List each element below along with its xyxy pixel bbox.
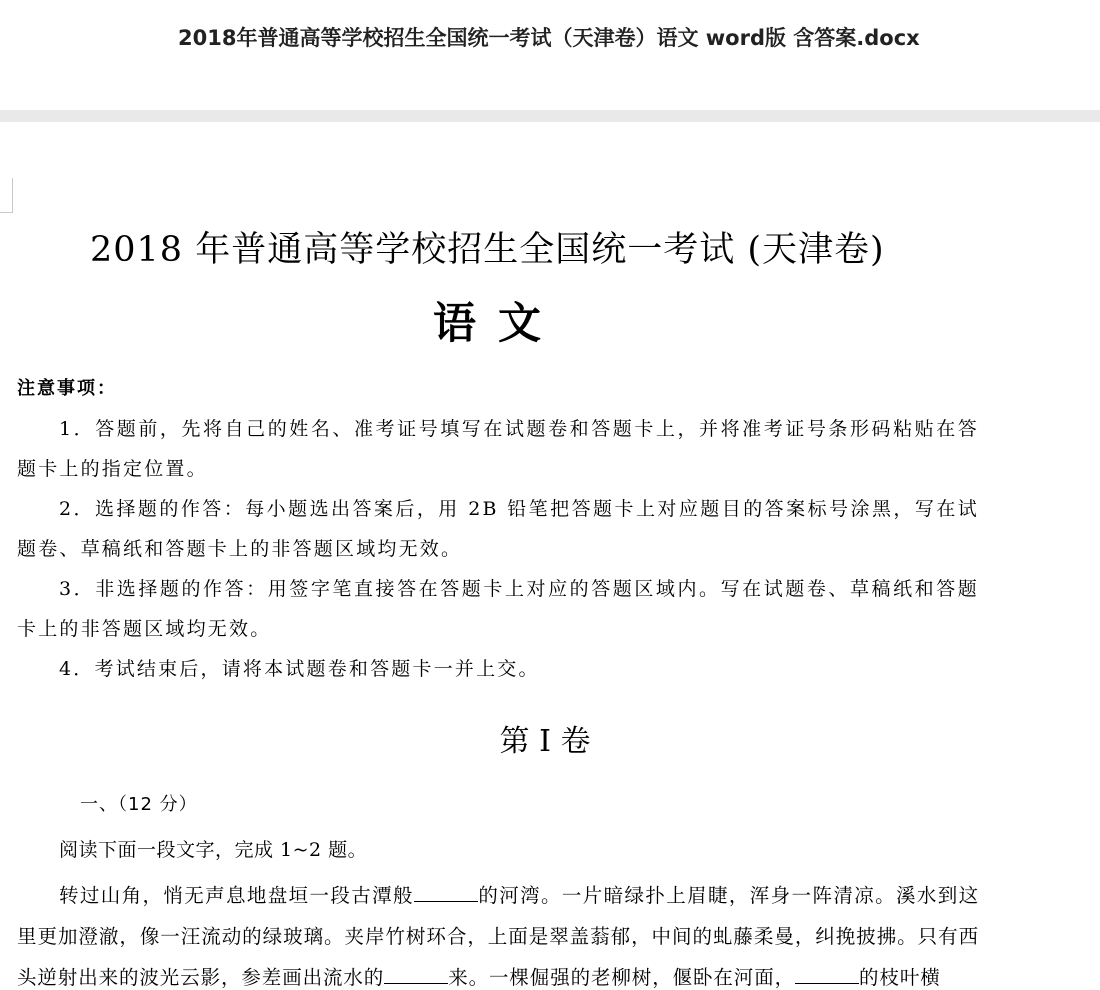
- notice-list: [17, 409, 979, 689]
- fill-blank: [414, 884, 478, 902]
- passage-text: 转过山角，悄无声息地盘垣一段古潭般: [59, 884, 414, 907]
- notice-item: 4．考试结束后，请将本试题卷和答题卡一并上交。: [59, 658, 540, 680]
- exam-title: 2018 年普通高等学校招生全国统一考试 (天津卷): [90, 230, 885, 270]
- notice-item: 3．非选择题的作答：用签字笔直接答在答题卡上对应的答题区域内。写在试题卷、草稿纸和答题卡上的非答题区域均无效。: [17, 578, 979, 640]
- title-bar: [0, 0, 1100, 110]
- passage-text: 的枝叶横: [859, 966, 941, 989]
- notice-item: 1．答题前，先将自己的姓名、准考证号填写在试题卷和答题卡上，并将准考证号条形码粘贴在答题卡上的指定位置。: [17, 418, 979, 480]
- passage-text: 来。一棵倔强的老柳树，偃卧在河面，: [448, 966, 796, 989]
- page-corner-mark: [0, 178, 13, 213]
- reading-instruction: 阅读下面一段文字，完成 1~2 题。: [59, 839, 368, 861]
- toolbar-separator: [0, 110, 1100, 122]
- notice-heading: 注意事项：: [17, 378, 117, 399]
- subject-title: 语文: [433, 299, 563, 349]
- fill-blank: [795, 966, 859, 984]
- document-filename: 2018年普通高等学校招生全国统一考试（天津卷）语文 word版 含答案.docx: [178, 26, 920, 50]
- fill-blank: [384, 966, 448, 984]
- reading-passage: [17, 875, 979, 990]
- section-heading: 一、（12 分）: [80, 794, 198, 815]
- notice-item: 2．选择题的作答：每小题选出答案后，用 2B 铅笔把答题卡上对应题目的答案标号涂黑，写在试题卷、草稿纸和答题卡上的非答题区域均无效。: [17, 498, 979, 560]
- volume-heading: 第 I 卷: [499, 724, 591, 759]
- document-page[interactable]: [0, 122, 1100, 990]
- passage-text: 的河湾。一片暗绿扑上眉睫，浑身一阵清凉。溪水到这里更加澄澈，像一汪流动的绿玻璃。夹岸竹树环合，上面是翠盖蓊郁，中间的虬藤柔曼，纠挽披拂。只有西头逆射出来的波光云影，参差画出流水的: [17, 884, 979, 989]
